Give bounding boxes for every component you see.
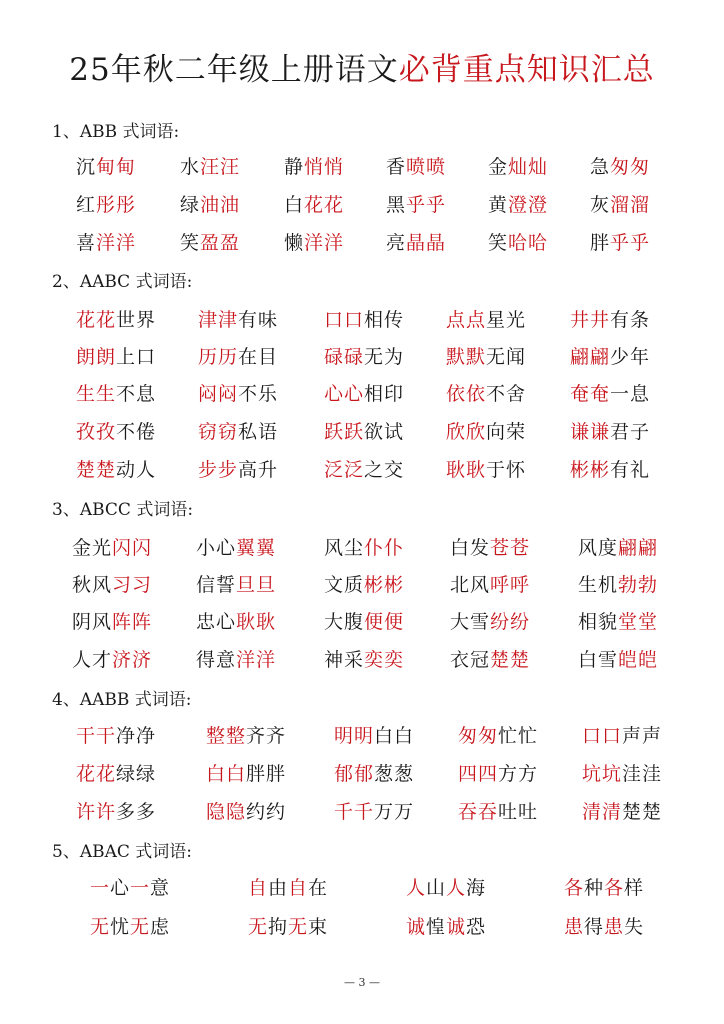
word-item: [324, 455, 404, 482]
word-item: [488, 228, 548, 255]
word-item: [386, 190, 446, 217]
page-title: [0, 44, 724, 89]
word-item: [590, 190, 650, 217]
word-highlight: 翼翼: [236, 537, 277, 559]
word-text: 无闻: [486, 346, 527, 368]
word-text: 由: [268, 877, 289, 899]
word-item: [196, 570, 276, 597]
word-text: 生机: [578, 574, 619, 596]
word-highlight: 隐隐: [206, 801, 247, 823]
word-item: [578, 533, 658, 560]
word-text: 动人: [116, 459, 157, 481]
word-highlight: 花花: [76, 309, 117, 331]
page-number: — 3 —: [344, 976, 380, 989]
word-item: [564, 873, 644, 900]
word-item: [446, 417, 526, 444]
word-highlight: 溜溜: [610, 194, 651, 216]
word-highlight: 彬彬: [364, 574, 405, 596]
word-item: [76, 759, 156, 786]
word-highlight: 甸甸: [96, 156, 137, 178]
word-text: 海: [466, 877, 487, 899]
word-item: [196, 645, 276, 672]
word-text: 小心: [196, 537, 237, 559]
word-item: [76, 379, 156, 406]
word-text: 绿: [180, 194, 201, 216]
word-text: 万万: [374, 801, 415, 823]
word-highlight: 乎乎: [610, 232, 651, 254]
word-highlight: 诚: [446, 916, 467, 938]
word-highlight: 孜孜: [76, 421, 117, 443]
word-item: [72, 533, 152, 560]
word-text: 喜: [76, 232, 97, 254]
word-highlight: 习习: [112, 574, 153, 596]
word-text: 笑: [180, 232, 201, 254]
word-item: [458, 759, 538, 786]
title-red: 必背重点知识汇总: [398, 52, 655, 88]
word-text: 相传: [364, 309, 405, 331]
word-highlight: 白白: [206, 763, 247, 785]
word-highlight: 口口: [582, 725, 623, 747]
word-text: 样: [624, 877, 645, 899]
word-text: 于怀: [486, 459, 527, 481]
word-item: [198, 305, 278, 332]
word-text: 白白: [374, 725, 415, 747]
word-text: 君子: [610, 421, 651, 443]
word-text: 大雪: [450, 611, 491, 633]
word-highlight: 自: [288, 877, 309, 899]
word-text: 秋风: [72, 574, 113, 596]
word-text: 黄: [488, 194, 509, 216]
word-item: [196, 607, 276, 634]
word-text: 信誓: [196, 574, 237, 596]
word-item: [324, 379, 404, 406]
word-item: [90, 912, 170, 939]
word-text: 亮: [386, 232, 407, 254]
word-highlight: 点点: [446, 309, 487, 331]
word-highlight: 晶晶: [406, 232, 447, 254]
word-highlight: 洋洋: [96, 232, 137, 254]
word-highlight: 步步: [198, 459, 239, 481]
section-heading: 5、ABAC 式词语:: [52, 842, 193, 862]
word-text: 有条: [610, 309, 651, 331]
word-highlight: 各: [604, 877, 625, 899]
word-highlight: 一: [130, 877, 151, 899]
word-item: [72, 607, 152, 634]
word-item: [488, 190, 548, 217]
word-highlight: 盈盈: [200, 232, 241, 254]
word-item: [450, 607, 530, 634]
word-highlight: 谦谦: [570, 421, 611, 443]
word-text: 急: [590, 156, 611, 178]
word-item: [446, 379, 526, 406]
word-item: [198, 417, 278, 444]
word-text: 衣冠: [450, 649, 491, 671]
word-highlight: 闪闪: [112, 537, 153, 559]
word-item: [406, 873, 486, 900]
word-text: 白发: [450, 537, 491, 559]
word-text: 胖胖: [246, 763, 287, 785]
word-item: [570, 342, 650, 369]
word-item: [324, 305, 404, 332]
word-item: [570, 305, 650, 332]
word-highlight: 奕奕: [364, 649, 405, 671]
word-highlight: 明明: [334, 725, 375, 747]
word-highlight: 楚楚: [76, 459, 117, 481]
word-highlight: 苍苍: [490, 537, 531, 559]
word-text: 有礼: [610, 459, 651, 481]
word-item: [76, 228, 136, 255]
word-highlight: 澄澄: [508, 194, 549, 216]
word-text: 意: [150, 877, 171, 899]
word-item: [334, 721, 414, 748]
word-highlight: 欣欣: [446, 421, 487, 443]
word-text: 水: [180, 156, 201, 178]
word-text: 失: [624, 916, 645, 938]
word-highlight: 翩翩: [570, 346, 611, 368]
title-black: 25年秋二年级上册语文: [69, 52, 399, 88]
word-item: [196, 533, 276, 560]
word-text: 大腹: [324, 611, 365, 633]
word-highlight: 喷喷: [406, 156, 447, 178]
word-highlight: 济济: [112, 649, 153, 671]
word-highlight: 堂堂: [618, 611, 659, 633]
word-item: [180, 228, 240, 255]
word-highlight: 奄奄: [570, 383, 611, 405]
word-text: 静: [284, 156, 305, 178]
word-text: 声声: [622, 725, 663, 747]
word-text: 绿绿: [116, 763, 157, 785]
word-item: [458, 797, 538, 824]
word-text: 洼洼: [622, 763, 663, 785]
word-item: [324, 533, 404, 560]
word-item: [76, 455, 156, 482]
word-text: 约约: [246, 801, 287, 823]
word-item: [198, 379, 278, 406]
word-text: 不舍: [486, 383, 527, 405]
word-item: [450, 570, 530, 597]
word-highlight: 勃勃: [618, 574, 659, 596]
word-item: [198, 342, 278, 369]
word-highlight: 油油: [200, 194, 241, 216]
word-text: 世界: [116, 309, 157, 331]
word-item: [446, 342, 526, 369]
word-item: [564, 912, 644, 939]
word-item: [206, 721, 286, 748]
word-item: [406, 912, 486, 939]
word-highlight: 跃跃: [324, 421, 365, 443]
word-highlight: 耿耿: [236, 611, 277, 633]
word-text: 北风: [450, 574, 491, 596]
word-highlight: 阵阵: [112, 611, 153, 633]
word-highlight: 历历: [198, 346, 239, 368]
word-item: [180, 190, 240, 217]
word-highlight: 闷闷: [198, 383, 239, 405]
word-text: 文质: [324, 574, 365, 596]
word-text: 神采: [324, 649, 365, 671]
word-text: 忠心: [196, 611, 237, 633]
word-text: 方方: [498, 763, 539, 785]
word-text: 相貌: [578, 611, 619, 633]
word-item: [582, 797, 662, 824]
word-text: 一息: [610, 383, 651, 405]
word-item: [324, 607, 404, 634]
word-text: 在: [308, 877, 329, 899]
word-highlight: 各: [564, 877, 585, 899]
word-highlight: 花花: [304, 194, 345, 216]
word-text: 得: [584, 916, 605, 938]
word-item: [446, 305, 526, 332]
word-highlight: 整整: [206, 725, 247, 747]
word-text: 懒: [284, 232, 305, 254]
section-heading: 3、ABCC 式词语:: [52, 500, 194, 520]
word-item: [324, 417, 404, 444]
word-highlight: 吞吞: [458, 801, 499, 823]
word-item: [72, 570, 152, 597]
word-item: [570, 417, 650, 444]
word-highlight: 坑坑: [582, 763, 623, 785]
word-highlight: 生生: [76, 383, 117, 405]
word-item: [386, 228, 446, 255]
word-text: 沉: [76, 156, 97, 178]
word-highlight: 郁郁: [334, 763, 375, 785]
word-item: [284, 190, 344, 217]
word-item: [76, 152, 136, 179]
word-highlight: 人: [406, 877, 427, 899]
word-text: 在目: [238, 346, 279, 368]
word-item: [284, 152, 344, 179]
word-item: [578, 570, 658, 597]
word-text: 白雪: [578, 649, 619, 671]
word-highlight: 诚: [406, 916, 427, 938]
word-highlight: 碌碌: [324, 346, 365, 368]
word-text: 相印: [364, 383, 405, 405]
word-text: 忧: [110, 916, 131, 938]
word-highlight: 依依: [446, 383, 487, 405]
word-text: 拘: [268, 916, 289, 938]
word-item: [450, 533, 530, 560]
word-item: [590, 228, 650, 255]
word-text: 净净: [116, 725, 157, 747]
word-item: [578, 607, 658, 634]
word-text: 星光: [486, 309, 527, 331]
word-text: 吐吐: [498, 801, 539, 823]
word-item: [76, 190, 136, 217]
word-item: [76, 342, 156, 369]
word-highlight: 无: [90, 916, 111, 938]
word-text: 向荣: [486, 421, 527, 443]
word-highlight: 纷纷: [490, 611, 531, 633]
word-text: 金光: [72, 537, 113, 559]
word-text: 恐: [466, 916, 487, 938]
word-text: 胖: [590, 232, 611, 254]
word-highlight: 哈哈: [508, 232, 549, 254]
word-text: 少年: [610, 346, 651, 368]
word-highlight: 洋洋: [304, 232, 345, 254]
word-highlight: 旦旦: [236, 574, 277, 596]
word-highlight: 仆仆: [364, 537, 405, 559]
word-highlight: 患: [564, 916, 585, 938]
word-highlight: 口口: [324, 309, 365, 331]
word-highlight: 无: [130, 916, 151, 938]
word-item: [324, 342, 404, 369]
word-text: 不倦: [116, 421, 157, 443]
word-highlight: 自: [248, 877, 269, 899]
word-highlight: 彬彬: [570, 459, 611, 481]
word-highlight: 悄悄: [304, 156, 345, 178]
word-highlight: 许许: [76, 801, 117, 823]
word-item: [72, 645, 152, 672]
word-item: [76, 721, 156, 748]
word-item: [386, 152, 446, 179]
word-item: [76, 305, 156, 332]
word-highlight: 井井: [570, 309, 611, 331]
word-text: 风尘: [324, 537, 365, 559]
word-text: 不息: [116, 383, 157, 405]
word-text: 不乐: [238, 383, 279, 405]
word-item: [284, 228, 344, 255]
word-text: 束: [308, 916, 329, 938]
word-item: [198, 455, 278, 482]
word-text: 风度: [578, 537, 619, 559]
word-text: 笑: [488, 232, 509, 254]
word-item: [488, 152, 548, 179]
word-text: 齐齐: [246, 725, 287, 747]
word-item: [90, 873, 170, 900]
word-highlight: 翩翩: [618, 537, 659, 559]
word-text: 楚楚: [622, 801, 663, 823]
word-item: [180, 152, 240, 179]
word-text: 忙忙: [498, 725, 539, 747]
section-heading: 4、AABB 式词语:: [52, 690, 192, 710]
word-text: 欲试: [364, 421, 405, 443]
word-highlight: 津津: [198, 309, 239, 331]
word-text: 白: [284, 194, 305, 216]
word-item: [206, 759, 286, 786]
word-highlight: 楚楚: [490, 649, 531, 671]
word-highlight: 洋洋: [236, 649, 277, 671]
word-item: [334, 759, 414, 786]
word-highlight: 泛泛: [324, 459, 365, 481]
word-text: 高升: [238, 459, 279, 481]
word-text: 红: [76, 194, 97, 216]
word-highlight: 默默: [446, 346, 487, 368]
word-text: 山: [426, 877, 447, 899]
word-text: 灰: [590, 194, 611, 216]
word-text: 多多: [116, 801, 157, 823]
word-text: 私语: [238, 421, 279, 443]
word-highlight: 皑皑: [618, 649, 659, 671]
word-highlight: 匆匆: [458, 725, 499, 747]
word-highlight: 人: [446, 877, 467, 899]
word-highlight: 呼呼: [490, 574, 531, 596]
word-text: 有味: [238, 309, 279, 331]
word-highlight: 彤彤: [96, 194, 137, 216]
word-item: [582, 759, 662, 786]
word-item: [248, 873, 328, 900]
word-text: 虑: [150, 916, 171, 938]
word-item: [578, 645, 658, 672]
word-item: [248, 912, 328, 939]
word-item: [334, 797, 414, 824]
word-highlight: 心心: [324, 383, 365, 405]
word-item: [324, 645, 404, 672]
word-highlight: 四四: [458, 763, 499, 785]
word-text: 黑: [386, 194, 407, 216]
word-highlight: 匆匆: [610, 156, 651, 178]
word-text: 心: [110, 877, 131, 899]
word-text: 得意: [196, 649, 237, 671]
word-highlight: 一: [90, 877, 111, 899]
word-text: 惶: [426, 916, 447, 938]
word-item: [570, 455, 650, 482]
word-highlight: 耿耿: [446, 459, 487, 481]
word-highlight: 患: [604, 916, 625, 938]
word-highlight: 灿灿: [508, 156, 549, 178]
word-item: [458, 721, 538, 748]
word-highlight: 便便: [364, 611, 405, 633]
word-text: 阴风: [72, 611, 113, 633]
word-highlight: 清清: [582, 801, 623, 823]
word-highlight: 窃窃: [198, 421, 239, 443]
section-heading: 1、ABB 式词语:: [52, 122, 180, 142]
word-highlight: 花花: [76, 763, 117, 785]
word-item: [206, 797, 286, 824]
word-highlight: 汪汪: [200, 156, 241, 178]
word-text: 种: [584, 877, 605, 899]
word-item: [590, 152, 650, 179]
word-highlight: 乎乎: [406, 194, 447, 216]
word-highlight: 无: [248, 916, 269, 938]
word-item: [76, 417, 156, 444]
word-text: 金: [488, 156, 509, 178]
word-text: 葱葱: [374, 763, 415, 785]
word-item: [450, 645, 530, 672]
word-text: 之交: [364, 459, 405, 481]
word-text: 人才: [72, 649, 113, 671]
word-highlight: 干干: [76, 725, 117, 747]
word-item: [570, 379, 650, 406]
word-item: [582, 721, 662, 748]
word-text: 上口: [116, 346, 157, 368]
word-text: 香: [386, 156, 407, 178]
word-highlight: 千千: [334, 801, 375, 823]
word-item: [446, 455, 526, 482]
word-item: [76, 797, 156, 824]
word-highlight: 无: [288, 916, 309, 938]
word-item: [324, 570, 404, 597]
word-highlight: 朗朗: [76, 346, 117, 368]
section-heading: 2、AABC 式词语:: [52, 272, 193, 292]
word-text: 无为: [364, 346, 405, 368]
